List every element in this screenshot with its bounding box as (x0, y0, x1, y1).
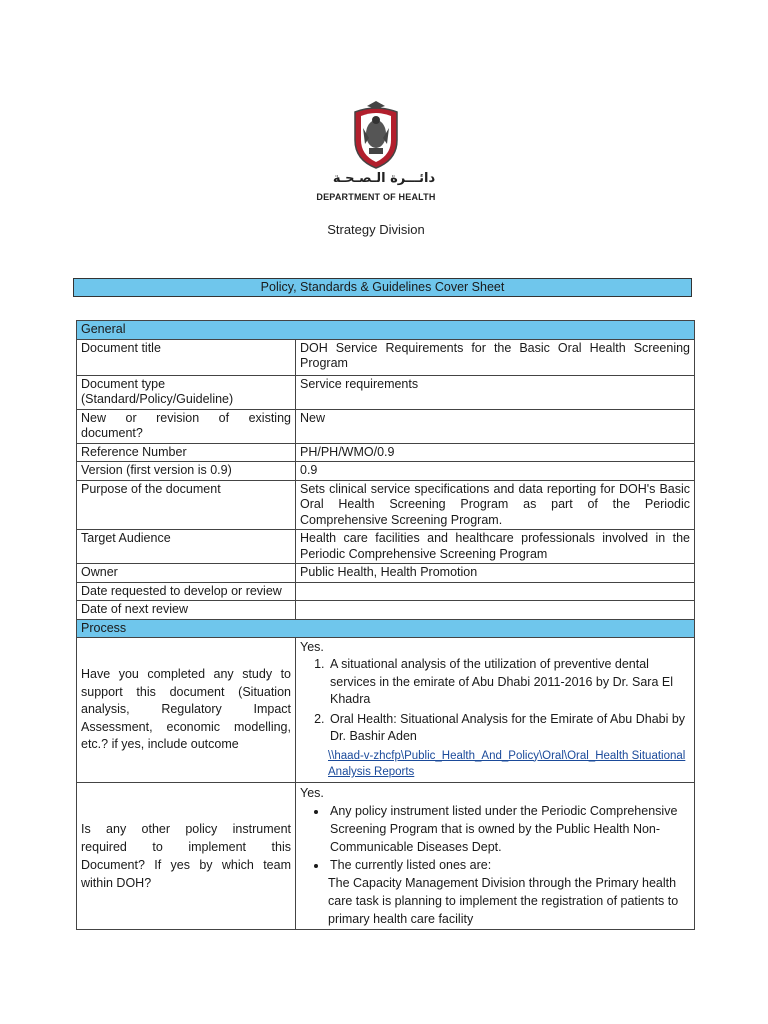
division-name: Strategy Division (327, 222, 425, 237)
table-row (77, 443, 695, 462)
table-row (77, 462, 695, 481)
row-value: New (296, 409, 695, 443)
row-label: Have you completed any study to support this document (Situation analysis, Regulatory Impact Assessment, economic modelling, etc.? if yes, include outcome (77, 638, 296, 783)
row-value: DOH Service Requirements for the Basic Oral Health Screening Program (296, 339, 695, 375)
row-value (296, 601, 695, 620)
table-row (77, 409, 695, 443)
row-label: Date requested to develop or review (77, 582, 296, 601)
cover-sheet-table (76, 320, 695, 930)
abu-dhabi-falcon-emblem-icon (347, 100, 405, 170)
section-title: Process (77, 619, 695, 638)
row-value: Public Health, Health Promotion (296, 564, 695, 583)
continuation-text: The Capacity Management Division through the Primary health care task is planning to implement the registration of patients to primary health care facility (328, 875, 679, 926)
cover-sheet-title: Policy, Standards & Guidelines Cover Sheet (73, 278, 692, 297)
table-row (77, 782, 695, 929)
section-title: General (77, 321, 695, 340)
row-value: Service requirements (296, 375, 695, 409)
list-item: • The currently listed ones are: (328, 856, 690, 874)
row-label: New or revision of existing document? (77, 409, 296, 443)
department-name: DEPARTMENT OF HEALTH (316, 192, 436, 202)
row-value (296, 638, 695, 783)
arabic-department-name: دائـــرة الـصـحـة (332, 171, 436, 186)
row-value (296, 782, 695, 929)
report-link-wrap (300, 748, 690, 781)
row-label: Document type (Standard/Policy/Guideline) (77, 375, 296, 409)
row-value: Sets clinical service specifications and data reporting for DOH's Basic Oral Health Screening Program as part of the Periodic Comprehensive Screening Program. (296, 480, 695, 530)
table-row (77, 582, 695, 601)
study-list (300, 656, 690, 746)
row-label: Target Audience (77, 530, 296, 564)
table-row (77, 638, 695, 783)
row-label: Is any other policy instrument required to implement this Document? If yes by which team within DOH? (77, 782, 296, 929)
table-row (77, 530, 695, 564)
list-item: 2. Oral Health: Situational Analysis for the Emirate of Abu Dhabi by Dr. Bashir Aden (328, 711, 690, 746)
row-value (296, 582, 695, 601)
row-label: Owner (77, 564, 296, 583)
section-header-general (77, 321, 695, 340)
table-row (77, 564, 695, 583)
table-row (77, 375, 695, 409)
row-label: Reference Number (77, 443, 296, 462)
list-item: 1. A situational analysis of the utilization of preventive dental services in the emirate of Abu Dhabi 2011-2016 by Dr. Sara El Khadra (328, 656, 690, 709)
row-label: Purpose of the document (77, 480, 296, 530)
row-label: Document title (77, 339, 296, 375)
table-row (77, 339, 695, 375)
row-value: PH/PH/WMO/0.9 (296, 443, 695, 462)
list-item: • Any policy instrument listed under the Periodic Comprehensive Screening Program that is owned by the Public Health Non-Communicable Diseases Dept. (328, 802, 690, 856)
answer-text: Yes. (300, 640, 324, 654)
row-label: Date of next review (77, 601, 296, 620)
report-link[interactable]: \\haad-v-zhcfp\Public_Health_And_Policy\Oral\Oral_Health Situational Analysis Reports (328, 749, 686, 778)
row-label: Version (first version is 0.9) (77, 462, 296, 481)
table-row (77, 480, 695, 530)
section-header-process (77, 619, 695, 638)
answer-text: Yes. (300, 785, 324, 800)
instrument-list (300, 802, 690, 874)
row-value: 0.9 (296, 462, 695, 481)
table-row (77, 601, 695, 620)
row-value: Health care facilities and healthcare professionals involved in the Periodic Comprehensive Screening Program (296, 530, 695, 564)
